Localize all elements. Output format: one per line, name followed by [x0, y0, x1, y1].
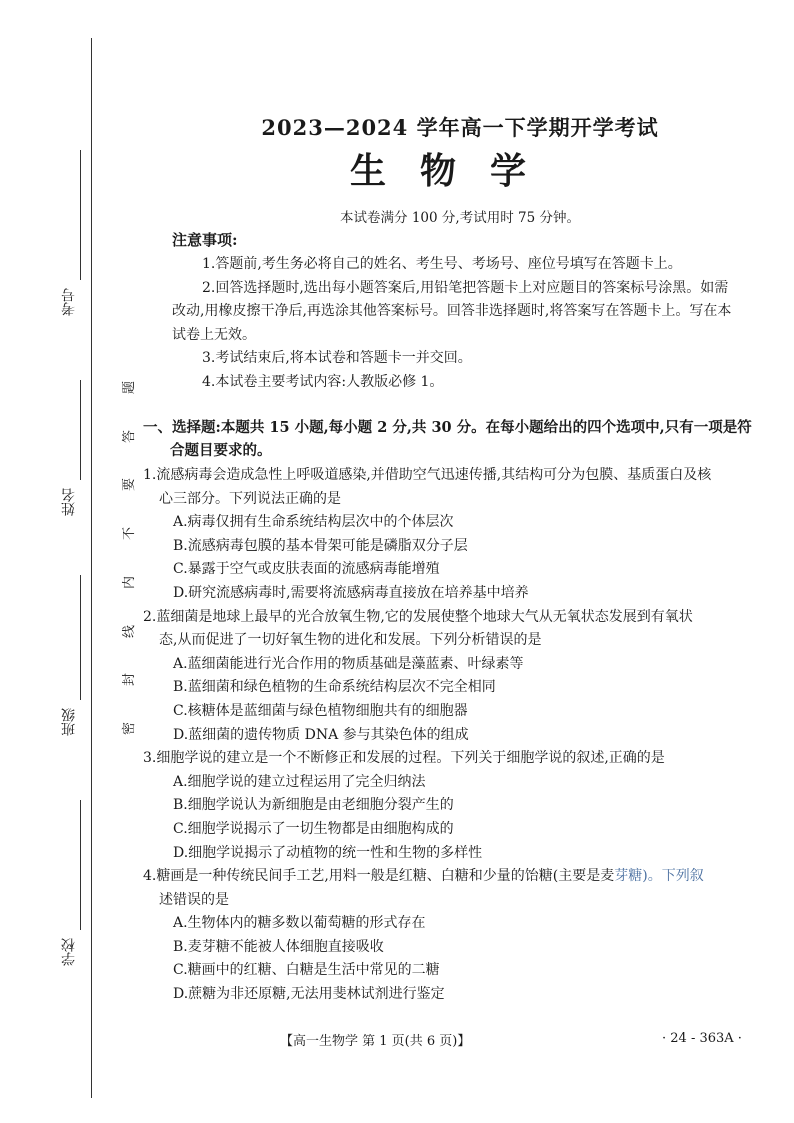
binding-line — [91, 38, 92, 1098]
notice-item: 4.本试卷主要考试内容:人教版必修 1。 — [202, 373, 444, 390]
option-c: C.细胞学说揭示了一切生物都是由细胞构成的 — [173, 820, 454, 837]
seal-char: 要 — [122, 478, 138, 492]
seal-char: 答 — [122, 429, 138, 443]
notice-item: 1.答题前,考生务必将自己的姓名、考生号、考场号、座位号填写在答题卡上。 — [202, 256, 682, 272]
option-a: A.病毒仅拥有生命系统结构层次中的个体层次 — [173, 514, 454, 531]
section-line-1: 一、选择题:本题共 15 小题,每小题 2 分,共 30 分。在每小题给出的四个选项中,只有一项是符 — [143, 419, 752, 436]
option-d: D.研究流感病毒时,需要将流感病毒直接放在培养基中培养 — [173, 584, 529, 601]
notice-item: 3.考试结束后,将本试卷和答题卡一并交回。 — [202, 350, 472, 366]
notice-heading: 注意事项: — [172, 231, 238, 249]
subject-title: 生物学 — [349, 150, 560, 192]
question-stem-cont: 心三部分。下列说法正确的是 — [159, 490, 341, 507]
xingming-label: 姓名 — [61, 488, 77, 516]
question-stem-part-faded: 芽糖)。下列叙 — [614, 868, 704, 885]
notice-list — [172, 253, 732, 394]
exam-title: 2023—2024 学年高一下学期开学考试 — [261, 115, 659, 140]
option-a: A.蓝细菌能进行光合作用的物质基础是藻蓝素、叶绿素等 — [173, 655, 524, 672]
page-footer: 【高一生物学 第 1 页(共 6 页)】 — [280, 1034, 471, 1049]
seal-char: 题 — [122, 380, 138, 395]
xuexiao-label: 学校 — [61, 938, 77, 966]
question-stem-cont: 态,从而促进了一切好氧生物的进化和发展。下列分析错误的是 — [159, 632, 542, 649]
option-c: C.核糖体是蓝细菌与绿色植物细胞共有的细胞器 — [173, 702, 468, 719]
question-1 — [143, 464, 753, 606]
option-a: A.生物体内的糖多数以葡萄糖的形式存在 — [173, 915, 426, 932]
xingming-field — [62, 488, 76, 516]
seal-line-text — [118, 378, 138, 738]
option-c: C.暴露于空气或皮肤表面的流感病毒能增殖 — [173, 561, 440, 578]
option-b: B.细胞学说认为新细胞是由老细胞分裂产生的 — [173, 797, 454, 814]
banji-underline — [80, 575, 81, 700]
option-b: B.蓝细菌和绿色植物的生命系统结构层次不完全相同 — [173, 679, 496, 696]
kaohao-underline — [80, 150, 81, 280]
xuexiao-underline — [80, 800, 81, 930]
paper-code: · 24 - 363A · — [662, 1031, 742, 1046]
option-d: D.细胞学说揭示了动植物的统一性和生物的多样性 — [173, 844, 483, 861]
question-list — [143, 464, 753, 1007]
question-stem — [143, 865, 753, 889]
xuexiao-field — [62, 938, 76, 966]
section-line-2: 合题目要求的。 — [170, 442, 272, 459]
option-d: D.蓝细菌的遗传物质 DNA 参与其染色体的组成 — [173, 726, 469, 743]
question-stem-cont: 述错误的是 — [159, 891, 229, 908]
seal-char: 内 — [122, 575, 138, 589]
option-b: B.流感病毒包膜的基本骨架可能是磷脂双分子层 — [173, 537, 468, 554]
notice-item: 2.回答选择题时,选出每小题答案后,用铅笔把答题卡上对应题目的答案标号涂黑。如需改动,用橡皮擦干净后,再选涂其他答案标号。回答非选择题时,将答案写在答题卡上。写在本试卷上无效。 — [172, 279, 732, 343]
option-a: A.细胞学说的建立过程运用了完全归纳法 — [173, 773, 426, 790]
seal-char: 线 — [122, 624, 138, 638]
banji-label: 班级 — [61, 708, 77, 736]
question-2 — [143, 606, 753, 748]
question-3 — [143, 747, 753, 865]
kaohao-field — [62, 288, 76, 316]
option-b: B.麦芽糖不能被人体细胞直接吸收 — [173, 938, 384, 955]
question-stem-part: 4.糖画是一种传统民间手工艺,用料一般是红糖、白糖和少量的饴糖(主要是麦 — [143, 868, 615, 885]
option-d: D.蔗糖为非还原糖,无法用斐林试剂进行鉴定 — [173, 986, 445, 1003]
question-stem: 3.细胞学说的建立是一个不断修正和发展的过程。下列关于细胞学说的叙述,正确的是 — [143, 750, 665, 767]
banji-field — [62, 708, 76, 736]
option-c: C.糖画中的红糖、白糖是生活中常见的二糖 — [173, 962, 440, 979]
seal-char: 密 — [122, 721, 138, 735]
seal-char: 封 — [122, 673, 138, 687]
question-stem: 2.蓝细菌是地球上最早的光合放氧生物,它的发展使整个地球大气从无氧状态发展到有氧状 — [143, 608, 693, 625]
kaohao-label: 考号 — [61, 288, 77, 316]
question-stem: 1.流感病毒会造成急性上呼吸道感染,并借助空气迅速传播,其结构可分为包膜、基质蛋白及核 — [143, 467, 712, 483]
section-heading — [143, 416, 753, 462]
question-4 — [143, 865, 753, 1007]
seal-char: 不 — [122, 527, 138, 541]
exam-info: 本试卷满分 100 分,考试用时 75 分钟。 — [340, 210, 580, 226]
xingming-underline — [80, 380, 81, 480]
